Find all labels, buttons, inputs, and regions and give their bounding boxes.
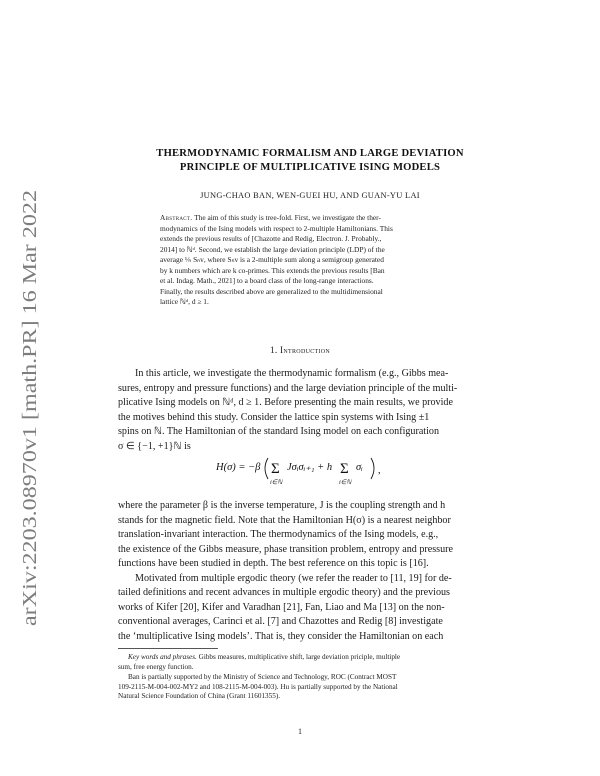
arxiv-stamp-text: arXiv:2203.08970v1 [math.PR] 16 Mar 2022	[20, 272, 41, 626]
equation-term-2: σᵢ	[356, 462, 363, 473]
body-text-line: the existence of the Gibbs measure, phase transition problem, entropy and pressure	[118, 543, 453, 555]
abstract-label: Abstract.	[160, 213, 193, 222]
equation-term-1: Jσᵢσᵢ₊₁ + h	[287, 462, 333, 473]
abstract-line: extends the previous results of [Chazotte and Redig, Electron. J. Probably.,	[160, 234, 382, 243]
abstract-line: average ¹⁄ₙ Sₙᴠ, where Sₙᴠ is a 2-multiple sum along a semigroup generated	[160, 255, 384, 264]
body-text-line: the ‘multiplicative Ising models’. That is, they consider the Hamiltonian on each	[118, 630, 444, 642]
body-text-line: works of Kifer [20], Kifer and Varadhan [21], Fan, Liao and Ma [13] on the non-	[118, 601, 445, 613]
body-text-line: Motivated from multiple ergodic theory (we refer the reader to [11, 19] for de-	[135, 572, 452, 584]
abstract-text: The aim of this study is tree-fold. First, we investigate the ther-	[194, 213, 381, 222]
hamiltonian-equation	[216, 453, 396, 493]
equation-lhs: H(σ) = −β	[216, 462, 261, 473]
body-text-line: σ ∈ {−1, +1}ℕ is	[118, 440, 191, 452]
body-text-line: the motives behind this study. Consider the lattice spin systems with Ising ±1	[118, 411, 430, 423]
paper-title-line-1: THERMODYNAMIC FORMALISM AND LARGE DEVIATION	[156, 148, 464, 159]
abstract-line: modynamics of the Ising models with respect to 2-multiple Hamiltonians. This	[160, 223, 393, 233]
sum-index-2: i∈ℕ	[339, 479, 352, 486]
arxiv-stamp-graphic	[6, 188, 50, 628]
page-number: 1	[298, 727, 302, 736]
keywords-text: Gibbs measures, multiplicative shift, large deviation priciple, multiple	[198, 653, 401, 661]
funding-footnote-line: Ban is partially supported by the Ministry of Science and Technology, ROC (Contract MOST	[128, 673, 397, 681]
left-paren	[265, 458, 268, 479]
abstract-line: lattice ℕᵈ, d ≥ 1.	[160, 297, 209, 306]
abstract-line	[160, 213, 465, 223]
body-text-line: In this article, we investigate the thermodynamic formalism (e.g., Gibbs mea-	[135, 368, 449, 379]
body-text-line: tailed definitions and recent advances in multiple ergodic theory) and the previous	[118, 587, 450, 598]
right-paren	[371, 458, 374, 479]
footnote-divider	[118, 648, 218, 649]
abstract-line: Finally, the results described above are generalized to the multidimensional	[160, 286, 383, 296]
abstract-line: 2014] to ℕᵈ. Second, we establish the large deviation principle (LDP) of the	[160, 244, 385, 254]
body-text-line: spins on ℕ. The Hamiltonian of the standard Ising model on each configuration	[118, 426, 440, 437]
body-text-line: functions have been studied in depth. The best reference on this topic is [16].	[118, 558, 429, 569]
body-text-line: stands for the magnetic field. Note that the Hamiltonian H(σ) is a nearest neighbor	[118, 514, 451, 526]
body-text-line: conventional averages, Carinci et al. [7] and Chazottes and Redig [8] investigate	[118, 616, 443, 627]
sum-symbol-1: Σ	[271, 461, 280, 477]
author-list: JUNG-CHAO BAN, WEN-GUEI HU, AND GUAN-YU LAI	[200, 191, 420, 200]
paper-title-line-2: PRINCIPLE OF MULTIPLICATIVE ISING MODELS	[179, 162, 441, 173]
equation-comma: ,	[378, 465, 381, 476]
section-number: 1.	[269, 345, 278, 355]
body-text-line: plicative Ising models on ℕᵈ, d ≥ 1. Before presenting the main results, we provide	[118, 397, 453, 408]
body-text-line: where the parameter β is the inverse temperature, J is the coupling strength and h	[118, 500, 446, 511]
funding-footnote-line: 109-2115-M-004-002-MY2 and 108-2115-M-004-003). Hu is partially supported by the National	[118, 682, 398, 691]
abstract-line: et al. Indag. Math., 2021] to a board class of the long-range interactions.	[160, 276, 374, 285]
body-text-line: sures, entropy and pressure functions) and the large deviation principle of the multi-	[118, 382, 458, 394]
keywords-label: Key words and phrases.	[128, 653, 197, 661]
abstract-line: by k numbers which are k co-primes. This extends the previous results [Ban	[160, 265, 385, 275]
funding-footnote-line: Natural Science Foundation of China (Grant 11601355).	[118, 692, 281, 700]
sum-symbol-2: Σ	[340, 461, 349, 477]
keywords-footnote-line: sum, free energy function.	[118, 662, 194, 671]
keywords-footnote	[128, 653, 488, 663]
section-heading-introduction	[110, 345, 490, 355]
equation-graphic	[216, 453, 396, 493]
body-text-line: translation-invariant interaction. The thermodynamics of the Ising models, e.g.,	[118, 529, 439, 540]
arxiv-side-stamp	[6, 188, 50, 628]
section-title: Introduction	[280, 345, 331, 355]
sum-index-1: i∈ℕ	[270, 479, 283, 486]
